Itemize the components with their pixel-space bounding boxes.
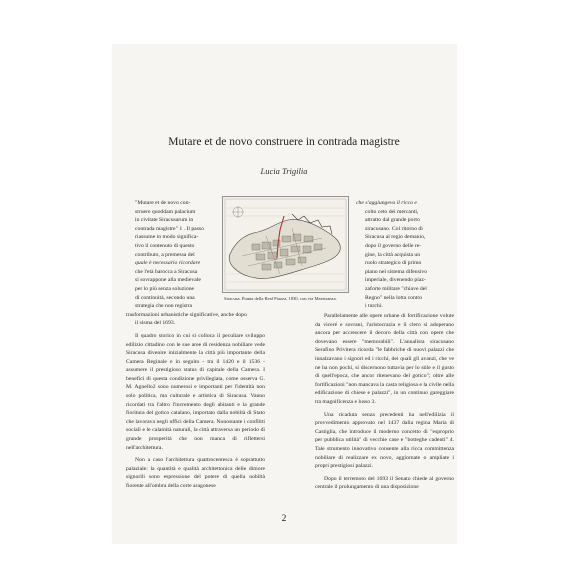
article-title: Mutare et de novo construere in contrada magistre xyxy=(168,136,400,148)
text-line: Siracusa al regio demanio, xyxy=(365,234,426,241)
text-line: imperiale, divenendo piaz- xyxy=(365,277,426,284)
text-line: trasformazioni urbanistiche significative, anche dopo xyxy=(126,311,247,318)
text-line: strategia che non registra xyxy=(135,303,193,310)
text-line: che s'aggiungeva il ricco e xyxy=(356,200,417,206)
article-author: Lucia Trigilia xyxy=(260,166,308,176)
right-short-block xyxy=(356,199,454,311)
text-line: si sovrappone alla medievale xyxy=(135,277,201,284)
text-line: "Mutare et de novo con- xyxy=(135,200,191,206)
text-line: il sisma del 1693. xyxy=(135,320,176,327)
text-line: tivo il contenuto di questo xyxy=(135,242,195,249)
text-line: dopo il governo delle re- xyxy=(365,242,422,249)
text-line: contrada magistre" 1 . Il passo xyxy=(135,225,204,232)
paragraph: Dopo il terremoto del 1693 il Senato chiede al governo centrale il prolungamento di una disposizione xyxy=(315,475,454,491)
text-line: ruolo strategico di primo xyxy=(365,260,422,267)
text-line: riassume in modo significa- xyxy=(135,234,199,241)
figure-caption: Siracusa. Pianta della Real Piazza, 1830, con via Maestranza. xyxy=(224,296,337,301)
text-line: siracusano. Col ritorno di xyxy=(365,225,423,232)
paragraph: Una ricaduta senza precedenti ha nell'edilizia il provvedimento approvato nel 1437 dalla regina Maria di Castiglia, che introduce il moderno concetto di "esproprio per pubblica utilità" di vecchie case e "botteghe cadenti" 4. Tale strumento innovativo consente alla ricca committenza nobiliare di realizzare ex novo, aggiornate o ampliate i propri prestigiosi palazzi. xyxy=(315,411,454,470)
paragraph: Il quadro storico in cui si colloca il peculiare sviluppo edilizio cittadino con le sue aree di residenza nobiliare vede Siracusa divenire inizialmente la città più importante della Camera Reginale e in seguito - tra il 1420 e il 1536 - assumere il prestigioso status di capitale della Camera. I benefici di questa condizione privilegiata, come osserva G. M. Agnello2 sono numerosi e importanti per l'identità non solo politica, ma culturale e artistica di Siracusa. Vanno ricordati tra l'altro l'incremento degli abitanti e la grande fioritura del gotico catalano, importato dalla nobiltà di Stato che lavorava negli uffici della Camera. Nonostante i conflitti sociali e le calamità naturali, la città attraversa un periodo di grande prosperità che non manca di riflettersi nell'architettura. xyxy=(126,332,265,451)
text-line: gine, la città acquista un xyxy=(365,251,421,258)
text-line: contributo, a premessa del xyxy=(135,251,195,258)
paragraph: Parallelamente alle opere urbane di fortificazione volute da viceré e sovrani, l'aristocrazia e il clero si adoperano ancora per accrescere il decoro della città con opere che dovevano essere "memorabili". L'annalista siracusano Serafino Privitera ricorda "le fabbriche di nuovi palazzi che innalzavano i signori ed i ricchi, dei quali gli avanzi, che ve ne ha non pochi, si discernono tuttavia per lo stile e il gusto di quell'epoca, che ancor ritenevano del gotico"; oltre alle fortificazioni "non mancava la casta religiosa e la civile nella edificazione di chiese e palazzi", in un continuo gareggiare tra magnificenza e lusso 3. xyxy=(315,313,454,405)
text-line: colto ceto dei mercanti, xyxy=(365,208,419,215)
text-line: per lo più senza soluzione xyxy=(135,285,195,292)
right-column xyxy=(315,199,454,311)
text-line: di continuità, secondo una xyxy=(135,294,195,301)
text-line: piano nel sistema difensivo xyxy=(365,268,428,275)
page-number: 2 xyxy=(281,514,287,524)
text-line: quale è necessario ricordare xyxy=(135,260,201,267)
text-line: Regno" nella lotta contro xyxy=(365,294,423,301)
text-line: struere quoddam palacium xyxy=(135,208,196,215)
text-line: attratto dal grande porto xyxy=(365,217,420,224)
text-line: in civitate Siracusarum in xyxy=(135,217,194,224)
right-column-body xyxy=(315,312,454,492)
text-line: che l'età barocca a Siracusa xyxy=(135,268,198,275)
paragraph: Non a caso l'architettura quattrocentesca è soprattutto palaziale: la quantità e qualità architettonica delle dimore signorili sono espressione del potere di quella nobiltà fiorente all'ombra della corte aragonese xyxy=(126,457,265,489)
text-line: i turchi. xyxy=(365,303,383,310)
left-short-block xyxy=(126,199,216,311)
text-line: zaforte militare "chiave del xyxy=(365,285,427,292)
